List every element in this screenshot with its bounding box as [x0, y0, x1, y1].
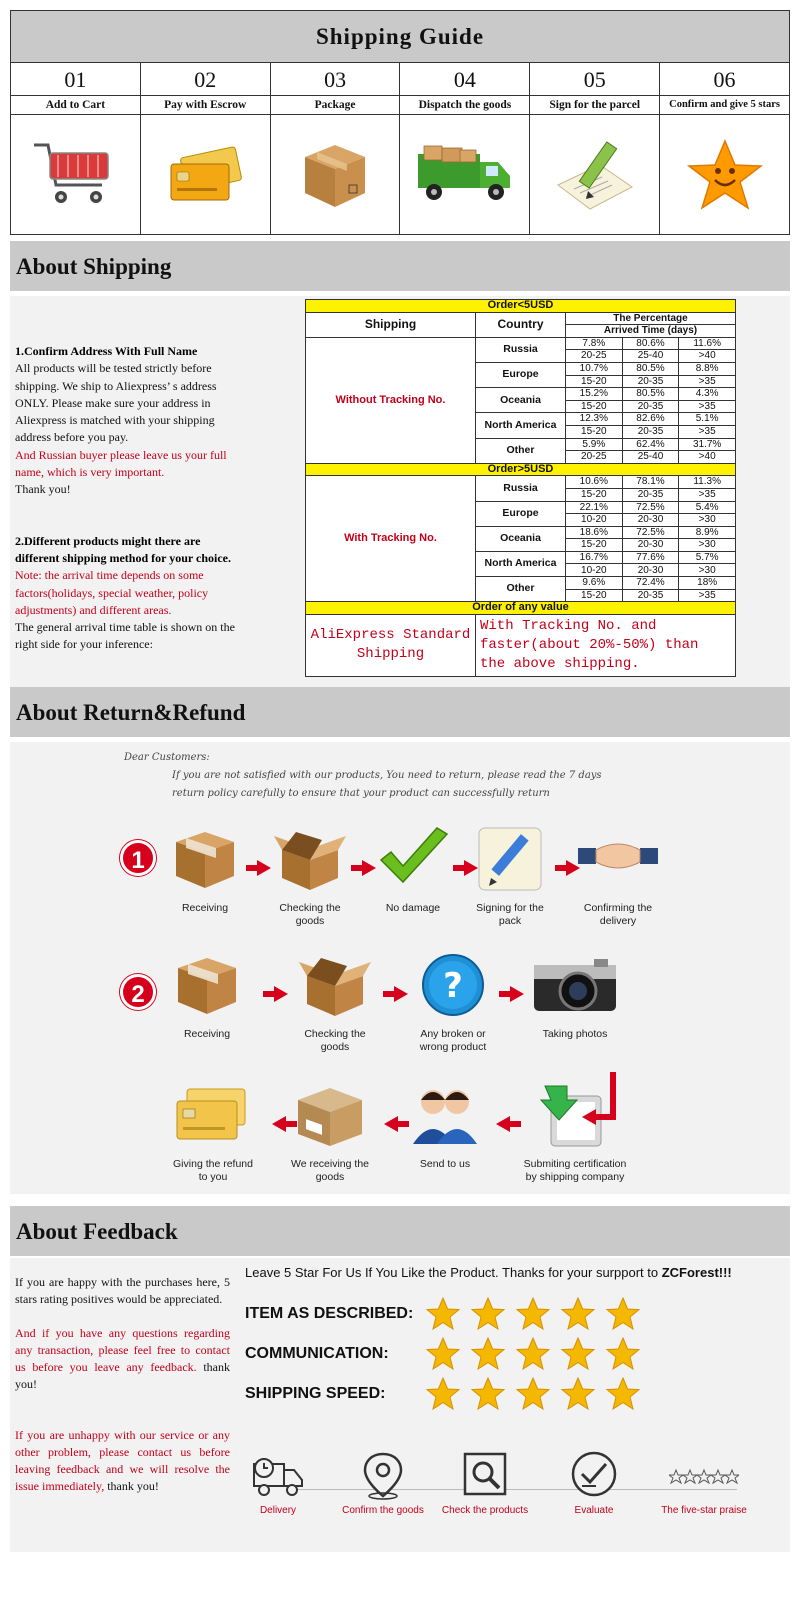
percentage-cell: 11.3% — [679, 476, 736, 489]
percentage-cell: 18% — [679, 577, 736, 590]
days-cell: >35 — [679, 589, 736, 602]
feedback-notes — [15, 1274, 230, 1495]
feedback-note-1: If you are happy with the purchases here, 5 stars rating positives would be appreciated. — [15, 1275, 230, 1306]
return-step — [573, 824, 663, 928]
rating-row — [245, 1376, 641, 1412]
flow-arrow-stem — [509, 1121, 521, 1127]
step-label: Receiving — [183, 1028, 231, 1040]
flow-arrow-stem — [453, 865, 465, 871]
percentage-cell: 80.5% — [622, 362, 679, 375]
rating-row — [245, 1296, 641, 1332]
feedback-note-3-thanks: thank you! — [104, 1479, 159, 1493]
flow-arrow — [384, 1116, 398, 1132]
star-icon — [560, 1377, 596, 1411]
days-cell: 25-40 — [622, 451, 679, 464]
days-cell: >35 — [679, 375, 736, 388]
days-cell: 20-30 — [622, 539, 679, 552]
percentage-cell: 4.3% — [679, 388, 736, 401]
star-icon — [470, 1337, 506, 1371]
flow-label: Delivery — [259, 1505, 297, 1516]
guide-step — [271, 63, 401, 234]
step-number: 03 — [324, 67, 347, 92]
feedback-flow — [242, 1446, 790, 1546]
percentage-cell: 77.6% — [622, 551, 679, 564]
note-1-red: And Russian buyer please leave us your full name, which is very important. — [15, 447, 227, 480]
flow-arrow — [496, 1116, 510, 1132]
percentage-cell: 16.7% — [566, 551, 623, 564]
return-step — [265, 824, 355, 928]
star-icon — [470, 1377, 506, 1411]
credit-card-icon — [168, 1080, 258, 1150]
star-icon — [560, 1297, 596, 1331]
step-label: Checking the goods — [304, 1028, 366, 1053]
days-cell: >40 — [679, 350, 736, 363]
flow-step — [440, 1450, 530, 1516]
about-feedback-header: About Feedback — [10, 1206, 790, 1256]
step-label: We receiving the goods — [290, 1158, 369, 1183]
rating-stars — [425, 1377, 641, 1411]
flow-label: Confirm the goods — [342, 1505, 424, 1516]
evaluate-check-icon — [566, 1450, 622, 1502]
days-cell: 15-20 — [566, 539, 623, 552]
return-policy-line-2: return policy carefully to ensure that your product can successfully return — [172, 788, 550, 799]
percentage-cell: 5.1% — [679, 413, 736, 426]
flow-arrow-stem — [263, 991, 275, 997]
days-cell: 20-30 — [622, 564, 679, 577]
flow-step — [248, 1450, 308, 1516]
days-cell: 20-35 — [622, 589, 679, 602]
country-cell: Oceania — [476, 526, 566, 551]
percentage-cell: 12.3% — [566, 413, 623, 426]
step-label: Receiving — [181, 902, 229, 914]
return-step — [408, 950, 498, 1054]
country-cell: Europe — [476, 362, 566, 387]
flow-arrow-stem — [351, 865, 363, 871]
step-label: Add to Cart — [11, 95, 140, 115]
feedback-note-2-thanks: thank you! — [15, 1360, 230, 1391]
return-greeting: Dear Customers: — [124, 752, 210, 763]
flow-arrow — [272, 1116, 286, 1132]
step-badge-2: 2 — [120, 974, 156, 1010]
location-pin-icon — [355, 1450, 411, 1502]
shipping-guide-title: Shipping Guide — [11, 11, 789, 63]
flow-step — [654, 1450, 754, 1516]
rating-stars — [425, 1297, 641, 1331]
order-lt5-header: Order<5USD — [306, 300, 736, 313]
standard-shipping-name: AliExpress Standard Shipping — [306, 614, 476, 676]
guide-step — [530, 63, 660, 234]
flow-step — [338, 1450, 428, 1516]
days-cell: 20-35 — [622, 425, 679, 438]
star-icon — [425, 1297, 461, 1331]
shipping-method: With Tracking No. — [306, 476, 476, 602]
package-box-icon — [160, 824, 250, 894]
open-box-icon — [290, 950, 380, 1020]
percentage-cell: 8.9% — [679, 526, 736, 539]
brand-name: ZCForest!!! — [661, 1265, 732, 1280]
days-cell: 20-35 — [622, 375, 679, 388]
return-step — [530, 950, 620, 1041]
flow-label: Evaluate — [574, 1505, 614, 1516]
step-label: Confirming the delivery — [583, 902, 653, 927]
days-cell: >30 — [679, 564, 736, 577]
step-label: Package — [271, 95, 400, 115]
step-label: Pay with Escrow — [141, 95, 270, 115]
days-cell: >30 — [679, 539, 736, 552]
col-country: Country — [476, 312, 566, 337]
step-label: Confirm and give 5 stars — [660, 95, 789, 115]
star-icon — [560, 1337, 596, 1371]
svg-text:?: ? — [443, 966, 463, 1006]
col-arrival: Arrived Time (days) — [566, 325, 736, 338]
days-cell: 15-20 — [566, 400, 623, 413]
package-box-icon — [271, 115, 400, 234]
star-icon — [425, 1377, 461, 1411]
return-step — [368, 824, 458, 915]
percentage-cell: 5.7% — [679, 551, 736, 564]
step-label: Any broken or wrong product — [419, 1028, 487, 1053]
days-cell: 15-20 — [566, 375, 623, 388]
star-icon — [605, 1377, 641, 1411]
percentage-cell: 72.5% — [622, 501, 679, 514]
about-shipping-header: About Shipping — [10, 241, 790, 291]
pencil-sign-icon — [465, 824, 555, 894]
shopping-cart-icon — [11, 115, 140, 234]
step-number: 06 — [713, 67, 736, 92]
return-step — [168, 1080, 258, 1184]
percentage-cell: 78.1% — [622, 476, 679, 489]
star-icon — [515, 1337, 551, 1371]
step-label: Signing for the pack — [476, 902, 544, 927]
note-2-red: Note: the arrival time depends on some factors(holidays, special weather, policy adjustments) and different areas. — [15, 568, 209, 617]
shipping-notes — [15, 343, 245, 654]
country-cell: Russia — [476, 337, 566, 362]
note-2-title: 2.Different products might there are different shipping method for your choice. — [15, 533, 232, 565]
days-cell: 20-25 — [566, 451, 623, 464]
days-cell: >30 — [679, 514, 736, 527]
country-cell: Other — [476, 438, 566, 463]
camera-icon — [530, 950, 620, 1020]
pencil-sign-icon — [530, 115, 659, 234]
flow-arrow-stem — [499, 991, 511, 997]
step-label: Send to us — [419, 1158, 471, 1170]
return-policy-line-1: If you are not satisfied with our products, You need to return, please read the 7 days — [172, 770, 602, 781]
handshake-icon — [573, 824, 663, 894]
guide-step — [660, 63, 789, 234]
standard-shipping-note: With Tracking No. and faster(about 20%-50%) than the above shipping. — [476, 614, 736, 676]
step-label: Taking photos — [542, 1028, 608, 1040]
flow-arrow — [582, 1109, 596, 1125]
delivery-truck-icon — [250, 1450, 306, 1502]
feedback-section — [10, 1258, 790, 1552]
feedback-headline — [245, 1265, 732, 1280]
question-mark-icon — [408, 950, 498, 1020]
step-label: No damage — [385, 902, 441, 914]
percentage-cell: 8.8% — [679, 362, 736, 375]
rating-row — [245, 1336, 641, 1372]
flow-arrow-stem — [596, 1114, 616, 1120]
open-box-icon — [265, 824, 355, 894]
guide-step — [141, 63, 271, 234]
credit-card-icon — [141, 115, 270, 234]
star-icon — [515, 1297, 551, 1331]
about-shipping-section — [10, 296, 790, 694]
shipping-guide — [10, 10, 790, 235]
percentage-cell: 80.6% — [622, 337, 679, 350]
step-label: Sign for the parcel — [530, 95, 659, 115]
percentage-cell: 72.5% — [622, 526, 679, 539]
col-shipping: Shipping — [306, 312, 476, 337]
table-row — [306, 337, 736, 350]
country-cell: Oceania — [476, 388, 566, 413]
return-step — [162, 950, 252, 1041]
return-refund-section — [10, 742, 790, 1194]
return-step — [465, 824, 555, 928]
percentage-cell: 18.6% — [566, 526, 623, 539]
star-icon — [515, 1377, 551, 1411]
country-cell: Other — [476, 577, 566, 602]
days-cell: 20-35 — [622, 400, 679, 413]
country-cell: North America — [476, 551, 566, 576]
days-cell: >35 — [679, 425, 736, 438]
percentage-cell: 15.2% — [566, 388, 623, 401]
rating-stars — [425, 1337, 641, 1371]
rating-label: COMMUNICATION: — [245, 1345, 389, 1362]
days-cell: 15-20 — [566, 589, 623, 602]
return-step — [160, 824, 250, 915]
step-label: Dispatch the goods — [400, 95, 529, 115]
shipping-method: Without Tracking No. — [306, 337, 476, 463]
about-return-header: About Return&Refund — [10, 687, 790, 737]
days-cell: 20-25 — [566, 350, 623, 363]
smiling-star-icon — [660, 115, 789, 234]
country-cell: Europe — [476, 501, 566, 526]
flow-arrow — [394, 986, 408, 1002]
flow-label: The five-star praise — [661, 1505, 747, 1516]
days-cell: 10-20 — [566, 564, 623, 577]
step-label: Submiting certification by shipping company — [523, 1158, 627, 1183]
note-2-text: The general arrival time table is shown on the right side for your inference: — [15, 620, 235, 652]
days-cell: 10-20 — [566, 514, 623, 527]
percentage-cell: 72.4% — [622, 577, 679, 590]
feedback-note-3: If you are unhappy with our service or any other problem, please contact us before leaving feedback and we will resolve the issue immediately, — [15, 1428, 230, 1493]
col-percentage: The Percentage — [566, 312, 736, 325]
percentage-cell: 82.6% — [622, 413, 679, 426]
flow-arrow-stem — [383, 991, 395, 997]
delivery-truck-icon — [400, 115, 529, 234]
days-cell: >40 — [679, 451, 736, 464]
percentage-cell: 9.6% — [566, 577, 623, 590]
flow-arrow-stem — [246, 865, 258, 871]
star-icon — [605, 1297, 641, 1331]
step-label: Giving the refund to you — [173, 1158, 253, 1183]
rating-label: ITEM AS DESCRIBED: — [245, 1305, 414, 1322]
percentage-cell: 10.6% — [566, 476, 623, 489]
days-cell: 15-20 — [566, 425, 623, 438]
step-number: 02 — [194, 67, 217, 92]
step-number: 01 — [64, 67, 87, 92]
percentage-cell: 5.4% — [679, 501, 736, 514]
rating-label: SHIPPING SPEED: — [245, 1385, 386, 1402]
country-cell: Russia — [476, 476, 566, 501]
checkmark-icon — [368, 824, 458, 894]
package-box-icon — [162, 950, 252, 1020]
guide-step — [400, 63, 530, 234]
days-cell: >35 — [679, 400, 736, 413]
note-1-title: 1.Confirm Address With Full Name — [15, 344, 198, 358]
country-cell: North America — [476, 413, 566, 438]
step-number: 04 — [453, 67, 476, 92]
percentage-cell: 11.6% — [679, 337, 736, 350]
percentage-cell: 22.1% — [566, 501, 623, 514]
headline-text: Leave 5 Star For Us If You Like the Product. Thanks for your surpport to — [245, 1265, 662, 1280]
flow-arrow-stem — [555, 865, 567, 871]
return-step — [400, 1080, 490, 1171]
order-gt5-header: Order>5USD — [306, 463, 736, 476]
star-rating-panel — [242, 1258, 790, 1438]
five-star-outline-icon — [669, 1450, 739, 1502]
arrival-time-table — [305, 299, 736, 677]
days-cell: 20-35 — [622, 488, 679, 501]
percentage-cell: 80.5% — [622, 388, 679, 401]
feedback-note-2: And if you have any questions regarding any transaction, please feel free to contact us before you leave any feedback. — [15, 1326, 230, 1374]
percentage-cell: 7.8% — [566, 337, 623, 350]
percentage-cell: 10.7% — [566, 362, 623, 375]
return-step — [285, 1080, 375, 1184]
magnifier-check-icon — [457, 1450, 513, 1502]
star-icon — [605, 1337, 641, 1371]
days-cell: 15-20 — [566, 488, 623, 501]
flow-arrow-stem — [610, 1072, 616, 1120]
flow-arrow — [510, 986, 524, 1002]
package-box-icon — [285, 1080, 375, 1150]
percentage-cell: 31.7% — [679, 438, 736, 451]
days-cell: >35 — [679, 488, 736, 501]
step-number: 05 — [583, 67, 606, 92]
star-icon — [425, 1337, 461, 1371]
table-row — [306, 476, 736, 489]
flow-step — [554, 1450, 634, 1516]
note-1-thanks: Thank you! — [15, 482, 71, 497]
support-team-icon — [400, 1080, 490, 1150]
guide-step — [11, 63, 141, 234]
step-badge-1: 1 — [120, 840, 156, 876]
flow-label: Check the products — [441, 1505, 529, 1516]
days-cell: 20-30 — [622, 514, 679, 527]
step-label: Checking the goods — [279, 902, 341, 927]
flow-arrow — [274, 986, 288, 1002]
return-step — [290, 950, 380, 1054]
note-1-text: All products will be tested strictly before shipping. We ship to Aliexpress’ s address ONLY. Please make sure your address in Aliexpress is matched with your shipping address before you pay. — [15, 361, 217, 445]
percentage-cell: 5.9% — [566, 438, 623, 451]
order-any-header: Order of any value — [306, 602, 736, 615]
percentage-cell: 62.4% — [622, 438, 679, 451]
star-icon — [470, 1297, 506, 1331]
days-cell: 25-40 — [622, 350, 679, 363]
